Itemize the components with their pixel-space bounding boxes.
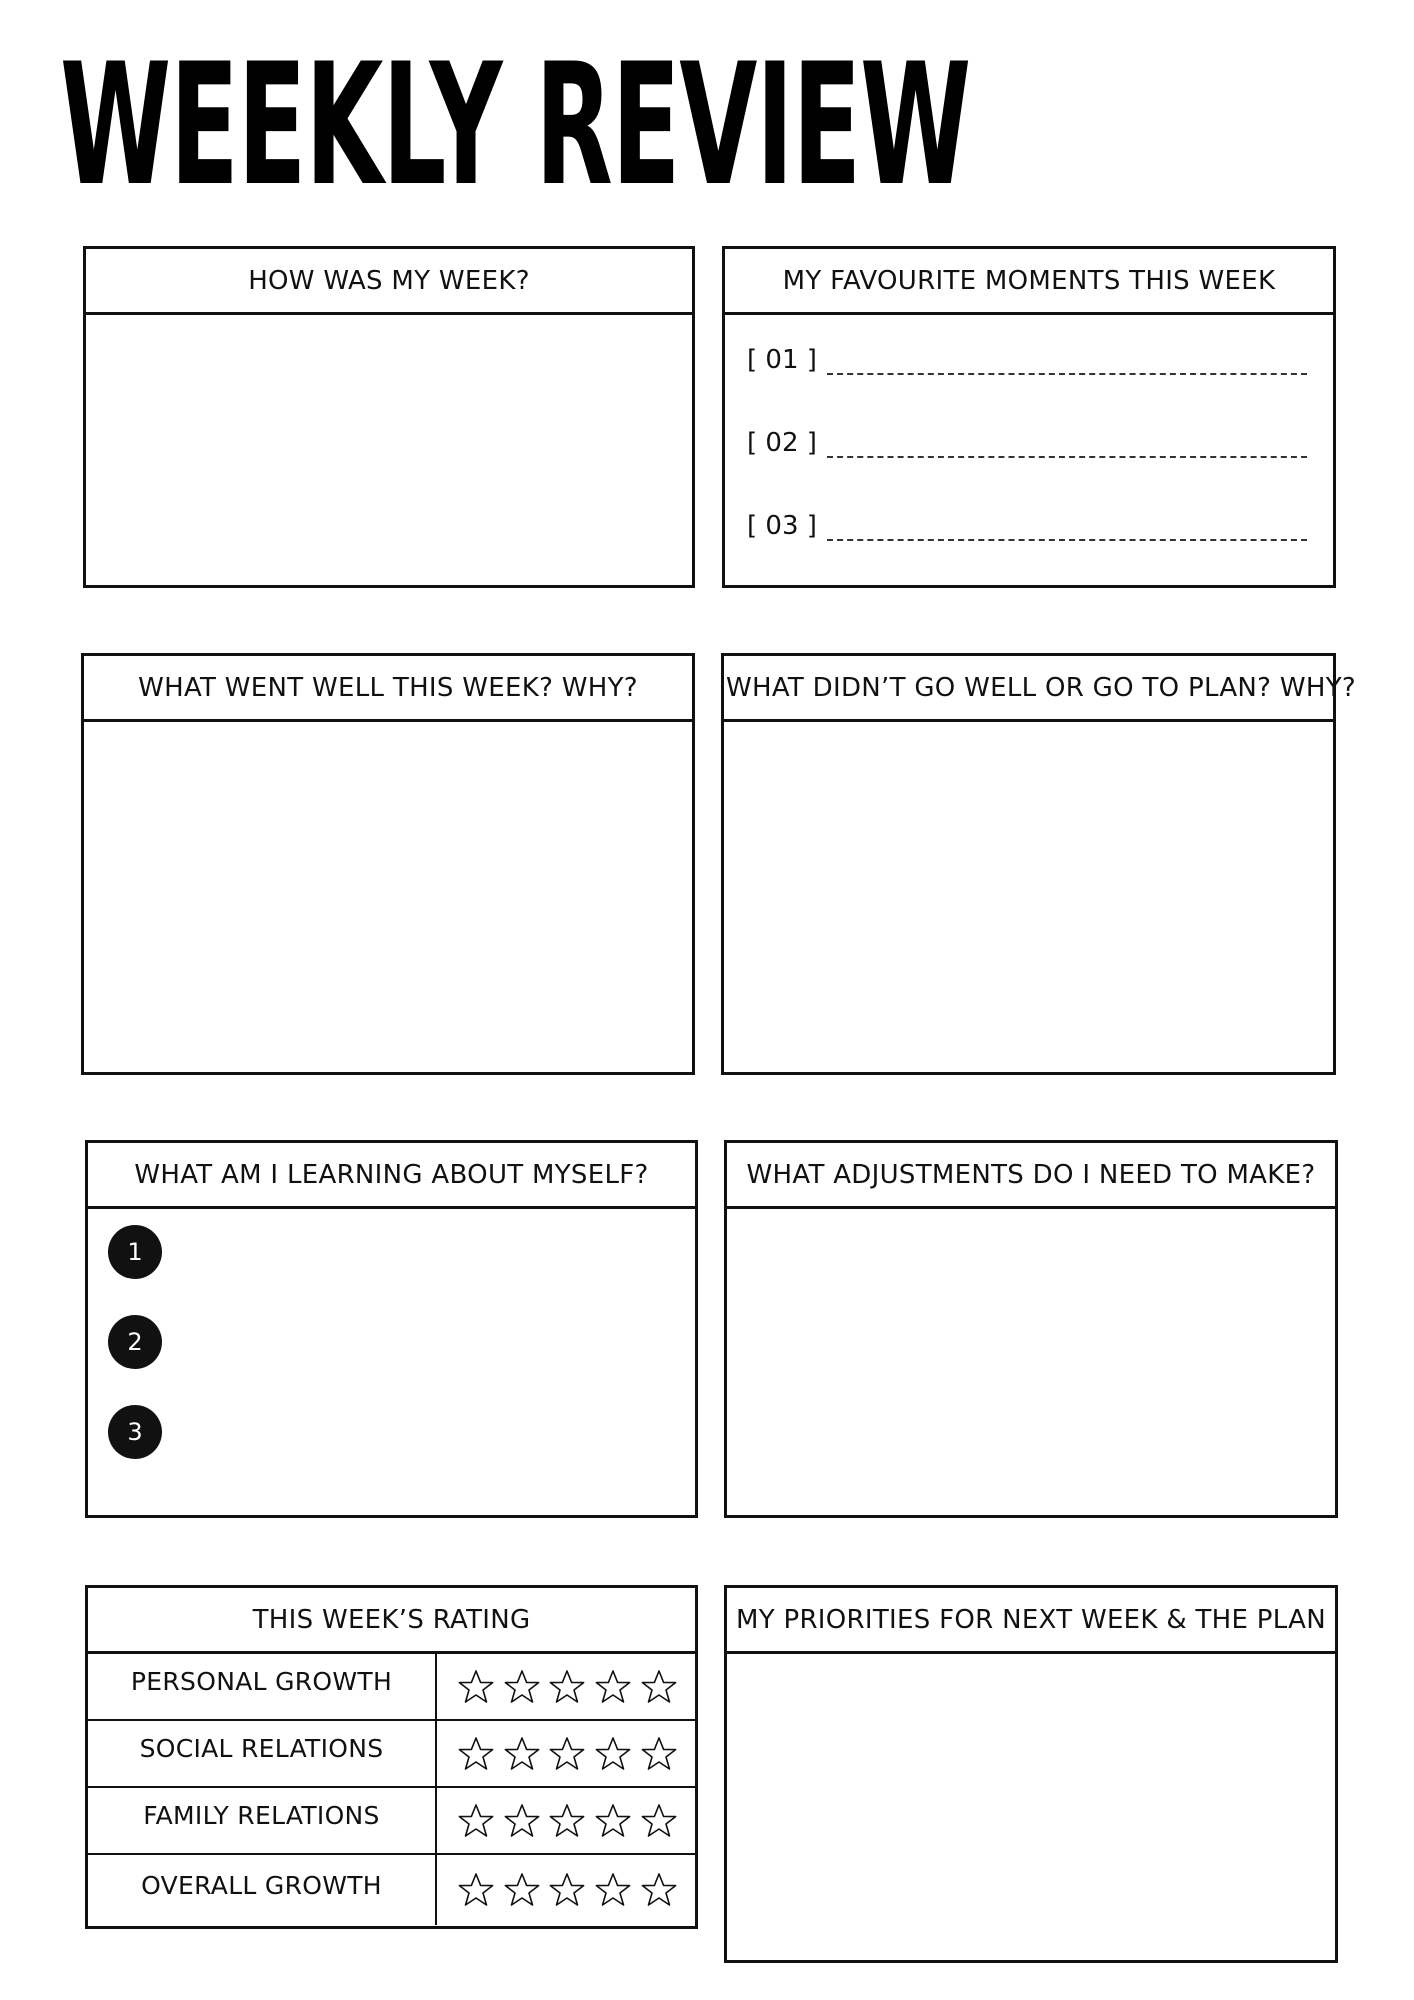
moment-writing-line[interactable]: [827, 539, 1307, 541]
moment-number: [ 02 ]: [747, 428, 817, 458]
went-well-box: [81, 653, 695, 1075]
learning-list[interactable]: [88, 1209, 695, 1515]
moment-item[interactable]: [747, 509, 1307, 549]
rating-label: OVERALL GROWTH: [88, 1855, 437, 1925]
numbered-bullet: 2: [108, 1315, 162, 1369]
priorities-writing-area[interactable]: [727, 1654, 1335, 1960]
star-icon[interactable]: [641, 1872, 677, 1908]
moment-writing-line[interactable]: [827, 373, 1307, 375]
numbered-bullet: 3: [108, 1405, 162, 1459]
rating-box: [85, 1585, 698, 1929]
priorities-box: [724, 1585, 1338, 1963]
star-icon[interactable]: [641, 1736, 677, 1772]
star-icon[interactable]: [504, 1669, 540, 1705]
didnt-go-well-box: [721, 653, 1356, 1075]
star-icon[interactable]: [641, 1669, 677, 1705]
priorities-heading: MY PRIORITIES FOR NEXT WEEK & THE PLAN: [727, 1588, 1335, 1654]
star-icon[interactable]: [458, 1872, 494, 1908]
learning-box: [85, 1140, 698, 1518]
star-icon[interactable]: [504, 1803, 540, 1839]
moment-number: [ 01 ]: [747, 345, 817, 375]
didnt-go-well-heading: WHAT DIDN’T GO WELL OR GO TO PLAN? WHY?: [724, 656, 1333, 722]
moment-item[interactable]: [747, 343, 1307, 383]
favourite-moments-list: [725, 315, 1333, 585]
star-icon[interactable]: [504, 1872, 540, 1908]
favourite-moments-heading: MY FAVOURITE MOMENTS THIS WEEK: [725, 249, 1333, 315]
rating-row: [88, 1721, 695, 1788]
star-rating: [440, 1721, 695, 1786]
star-icon[interactable]: [549, 1803, 585, 1839]
learning-heading: WHAT AM I LEARNING ABOUT MYSELF?: [88, 1143, 695, 1209]
moment-writing-line[interactable]: [827, 456, 1307, 458]
how-was-week-heading: HOW WAS MY WEEK?: [86, 249, 692, 315]
star-icon[interactable]: [595, 1669, 631, 1705]
star-icon[interactable]: [549, 1669, 585, 1705]
numbered-bullet: 1: [108, 1225, 162, 1279]
how-was-week-writing-area[interactable]: [86, 315, 692, 585]
didnt-go-well-writing-area[interactable]: [724, 722, 1333, 1072]
rating-label: SOCIAL RELATIONS: [88, 1721, 437, 1786]
star-icon[interactable]: [595, 1872, 631, 1908]
rating-row: [88, 1654, 695, 1721]
star-icon[interactable]: [595, 1803, 631, 1839]
star-icon[interactable]: [458, 1803, 494, 1839]
star-icon[interactable]: [549, 1872, 585, 1908]
star-icon[interactable]: [458, 1736, 494, 1772]
rating-heading: THIS WEEK’S RATING: [88, 1588, 695, 1654]
star-icon[interactable]: [504, 1736, 540, 1772]
adjustments-heading: WHAT ADJUSTMENTS DO I NEED TO MAKE?: [727, 1143, 1335, 1209]
rating-label: FAMILY RELATIONS: [88, 1788, 437, 1853]
adjustments-box: [724, 1140, 1338, 1518]
rating-label: PERSONAL GROWTH: [88, 1654, 437, 1719]
page-title: WEEKLY REVIEW: [60, 27, 971, 223]
rating-row: [88, 1855, 695, 1925]
star-icon[interactable]: [595, 1736, 631, 1772]
star-icon[interactable]: [458, 1669, 494, 1705]
star-rating: [440, 1788, 695, 1853]
went-well-heading: WHAT WENT WELL THIS WEEK? WHY?: [84, 656, 692, 722]
moment-item[interactable]: [747, 426, 1307, 466]
how-was-week-box: [83, 246, 695, 588]
star-icon[interactable]: [641, 1803, 677, 1839]
rating-row: [88, 1788, 695, 1855]
rating-table: [88, 1654, 695, 1925]
star-rating: [440, 1855, 695, 1925]
moment-number: [ 03 ]: [747, 511, 817, 541]
star-rating: [440, 1654, 695, 1719]
adjustments-writing-area[interactable]: [727, 1209, 1335, 1515]
went-well-writing-area[interactable]: [84, 722, 692, 1072]
star-icon[interactable]: [549, 1736, 585, 1772]
favourite-moments-box: [722, 246, 1336, 588]
